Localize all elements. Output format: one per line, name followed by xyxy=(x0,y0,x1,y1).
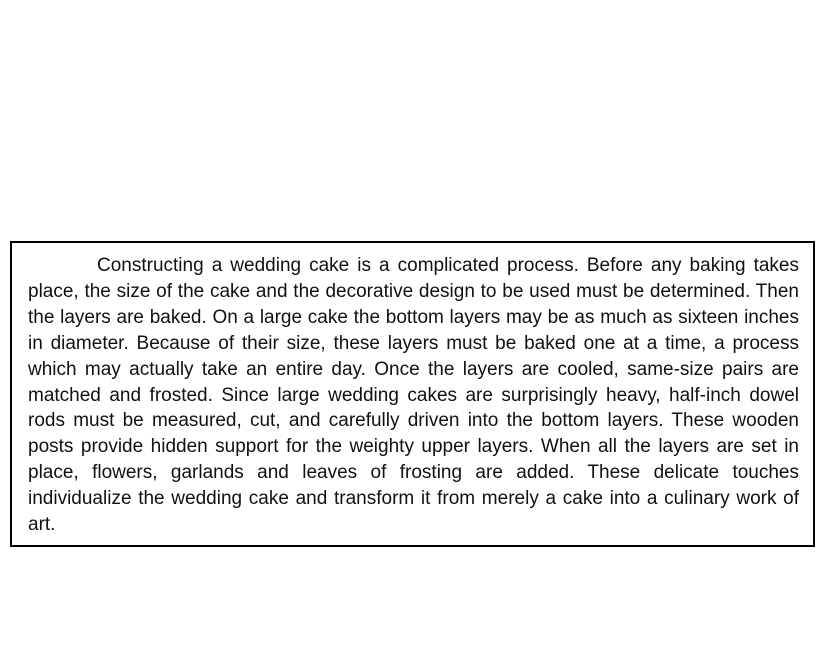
passage-box xyxy=(10,241,815,547)
passage-paragraph: Constructing a wedding cake is a complicated process. Before any baking takes place, the size of the cake and the decorative design to be used must be determined. Then the layers are baked. On a large cake the bottom layers may be as much as sixteen inches in diameter. Because of their size, these layers must be baked one at a time, a process which may actually take an entire day. Once the layers are cooled, same-size pairs are matched and frosted. Since large wedding cakes are surprisingly heavy, half-inch dowel rods must be measured, cut, and carefully driven into the bottom layers. These wooden posts provide hidden support for the weighty upper layers. When all the layers are set in place, flowers, garlands and leaves of frosting are added. These delicate touches individualize the wedding cake and transform it from merely a cake into a culinary work of art. xyxy=(28,255,799,536)
